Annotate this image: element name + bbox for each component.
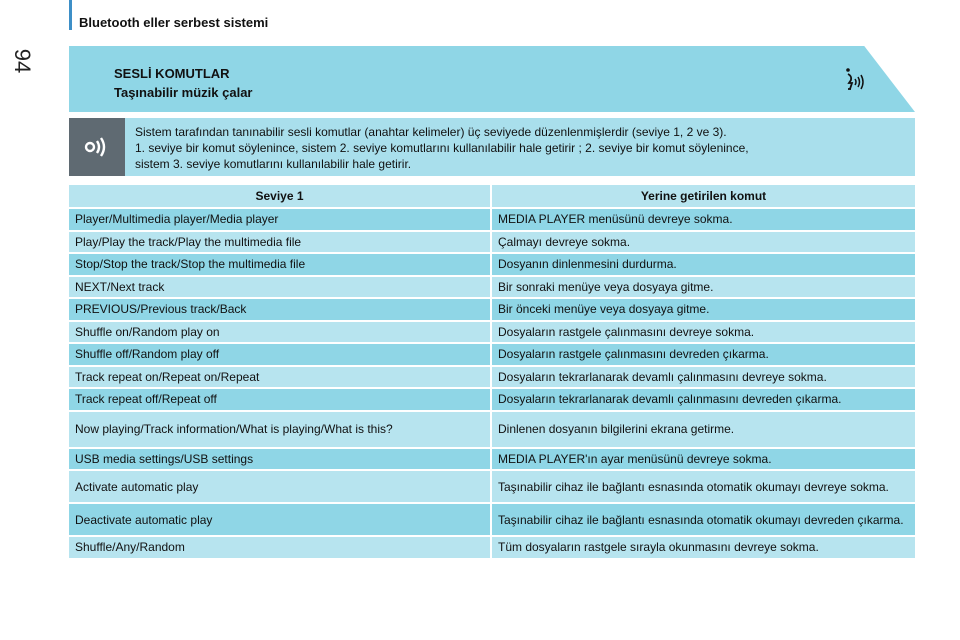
table-cell-keyword: Track repeat on/Repeat on/Repeat bbox=[69, 367, 490, 388]
table-cell-action: Dinlenen dosyanın bilgilerini ekrana getirme. bbox=[492, 412, 915, 447]
table-cell-action: Dosyaların tekrarlanarak devamlı çalınmasını devreden çıkarma. bbox=[492, 389, 915, 410]
table-row bbox=[69, 504, 915, 535]
info-text bbox=[135, 124, 905, 172]
table-cell-action: Taşınabilir cihaz ile bağlantı esnasında otomatik okumayı devreden çıkarma. bbox=[492, 504, 915, 535]
table-cell-action: Çalmayı devreye sokma. bbox=[492, 232, 915, 253]
header-title: Bluetooth eller serbest sistemi bbox=[79, 15, 269, 30]
table-row bbox=[69, 209, 915, 230]
table-row bbox=[69, 537, 915, 558]
table-cell-action: MEDIA PLAYER'ın ayar menüsünü devreye sokma. bbox=[492, 449, 915, 470]
page-number: 94 bbox=[10, 48, 35, 74]
info-line: Sistem tarafından tanınabilir sesli komutlar (anahtar kelimeler) üç seviyede düzenlenmişlerdir (seviye 1, 2 ve 3). bbox=[135, 125, 727, 139]
table-cell-keyword: Deactivate automatic play bbox=[69, 504, 490, 535]
table-cell-action: Dosyaların tekrarlanarak devamlı çalınmasını devreye sokma. bbox=[492, 367, 915, 388]
commands-table bbox=[69, 185, 915, 560]
table-row bbox=[69, 232, 915, 253]
table-row bbox=[69, 389, 915, 410]
table-row bbox=[69, 412, 915, 447]
table-cell-keyword: USB media settings/USB settings bbox=[69, 449, 490, 470]
table-row bbox=[69, 299, 915, 320]
header-accent-bar bbox=[69, 0, 72, 30]
column-header-level: Seviye 1 bbox=[69, 185, 490, 207]
table-row bbox=[69, 449, 915, 470]
table-cell-action: Dosyaların rastgele çalınmasını devreye sokma. bbox=[492, 322, 915, 343]
section-title: SESLİ KOMUTLAR bbox=[114, 66, 230, 81]
table-row bbox=[69, 322, 915, 343]
table-cell-keyword: Shuffle off/Random play off bbox=[69, 344, 490, 365]
table-header-row bbox=[69, 185, 915, 207]
column-header-command: Yerine getirilen komut bbox=[492, 185, 915, 207]
table-cell-keyword: PREVIOUS/Previous track/Back bbox=[69, 299, 490, 320]
table-cell-action: Bir sonraki menüye veya dosyaya gitme. bbox=[492, 277, 915, 298]
table-cell-action: Taşınabilir cihaz ile bağlantı esnasında otomatik okumayı devreye sokma. bbox=[492, 471, 915, 502]
table-cell-keyword: Now playing/Track information/What is playing/What is this? bbox=[69, 412, 490, 447]
table-row bbox=[69, 344, 915, 365]
table-row bbox=[69, 254, 915, 275]
table-cell-keyword: Play/Play the track/Play the multimedia file bbox=[69, 232, 490, 253]
speaker-sound-icon bbox=[82, 134, 112, 160]
table-cell-keyword: Shuffle/Any/Random bbox=[69, 537, 490, 558]
voice-command-icon bbox=[842, 67, 868, 95]
table-cell-action: Tüm dosyaların rastgele sırayla okunmasını devreye sokma. bbox=[492, 537, 915, 558]
table-cell-keyword: Track repeat off/Repeat off bbox=[69, 389, 490, 410]
info-line: 1. seviye bir komut söylenince, sistem 2. seviye komutlarını kullanılabilir hale getirir ; 2. seviye bir komut söylenince, bbox=[135, 141, 749, 155]
table-cell-keyword: Shuffle on/Random play on bbox=[69, 322, 490, 343]
table-row bbox=[69, 471, 915, 502]
table-cell-action: Bir önceki menüye veya dosyaya gitme. bbox=[492, 299, 915, 320]
table-row bbox=[69, 277, 915, 298]
table-cell-keyword: NEXT/Next track bbox=[69, 277, 490, 298]
table-cell-action: Dosyanın dinlenmesini durdurma. bbox=[492, 254, 915, 275]
table-cell-action: MEDIA PLAYER menüsünü devreye sokma. bbox=[492, 209, 915, 230]
section-subtitle: Taşınabilir müzik çalar bbox=[114, 85, 253, 100]
info-line: sistem 3. seviye komutlarını kullanılabilir hale getirir. bbox=[135, 157, 412, 171]
table-cell-keyword: Stop/Stop the track/Stop the multimedia file bbox=[69, 254, 490, 275]
table-cell-action: Dosyaların rastgele çalınmasını devreden çıkarma. bbox=[492, 344, 915, 365]
table-row bbox=[69, 367, 915, 388]
table-cell-keyword: Activate automatic play bbox=[69, 471, 490, 502]
table-cell-keyword: Player/Multimedia player/Media player bbox=[69, 209, 490, 230]
info-icon-box bbox=[69, 118, 125, 176]
